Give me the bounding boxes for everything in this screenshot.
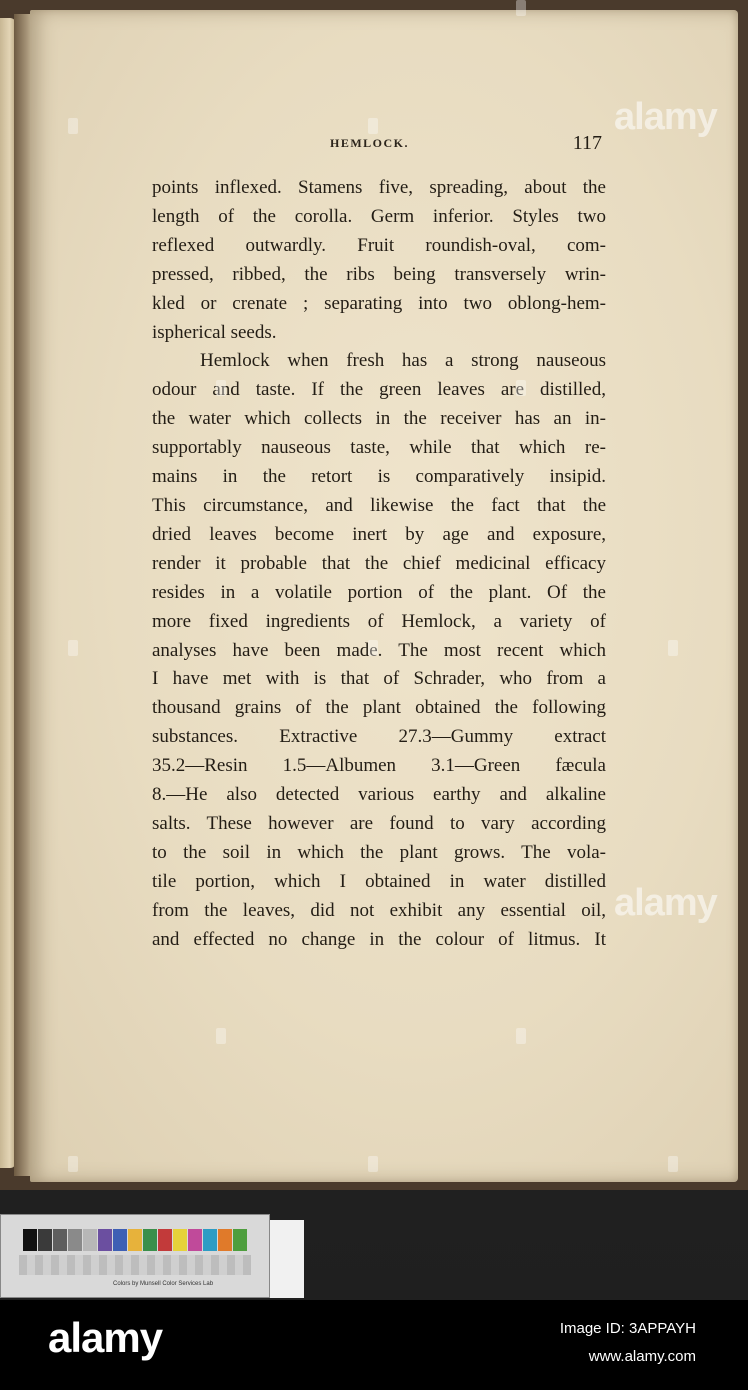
watermark-mark xyxy=(668,1156,678,1172)
text-line: supportably nauseous taste, while that which re- xyxy=(152,437,606,459)
text-line: and effected no change in the colour of litmus. It xyxy=(152,928,606,950)
checker-card-edge xyxy=(266,1220,304,1298)
color-swatch xyxy=(53,1229,67,1251)
stock-footer-bar xyxy=(0,1300,748,1390)
color-swatch xyxy=(143,1229,157,1251)
watermark-mark xyxy=(516,1028,526,1044)
text-line: thousand grains of the plant obtained the following xyxy=(152,697,606,719)
watermark-mark xyxy=(68,1156,78,1172)
image-id-label: Image ID: 3APPAYH xyxy=(559,1320,696,1337)
watermark-mark xyxy=(368,1156,378,1172)
text-line: tile portion, which I obtained in water distilled xyxy=(152,870,606,892)
color-swatch xyxy=(98,1229,112,1251)
text-line: reflexed outwardly. Fruit roundish-oval, com- xyxy=(152,234,606,256)
text-line: length of the corolla. Germ inferior. Styles two xyxy=(152,205,606,227)
text-line: dried leaves become inert by age and exposure, xyxy=(152,523,606,545)
watermark-mark xyxy=(368,640,378,656)
watermark-mark xyxy=(668,640,678,656)
text-line: pressed, ribbed, the ribs being transversely wrin- xyxy=(152,263,606,285)
color-swatch xyxy=(173,1229,187,1251)
watermark-mark xyxy=(216,1028,226,1044)
color-swatch xyxy=(128,1229,142,1251)
watermark-mark xyxy=(516,380,526,396)
color-swatch xyxy=(23,1229,37,1251)
text-line: points inflexed. Stamens five, spreading, about the xyxy=(152,177,606,198)
text-line: substances. Extractive 27.3—Gummy extract xyxy=(152,726,606,748)
watermark-mark xyxy=(68,118,78,134)
watermark-mark xyxy=(368,118,378,134)
text-line: Hemlock when fresh has a strong nauseous xyxy=(200,350,606,372)
watermark-mark xyxy=(216,380,226,396)
checker-caption: Colors by Munsell Color Services Lab xyxy=(113,1281,214,1287)
text-line: This circumstance, and likewise the fact that the xyxy=(152,494,606,516)
color-swatch xyxy=(233,1229,247,1251)
text-line: render it probable that the chief medicinal efficacy xyxy=(152,552,606,574)
color-swatch xyxy=(83,1229,97,1251)
color-swatch xyxy=(38,1229,52,1251)
text-line: the water which collects in the receiver has an in- xyxy=(152,408,606,430)
watermark-mark xyxy=(68,640,78,656)
text-line: 8.—He also detected various earthy and alkaline xyxy=(152,784,606,806)
text-line: ispherical seeds. xyxy=(152,321,277,343)
running-head: HEMLOCK. xyxy=(330,136,410,150)
brand-logo: alamy xyxy=(48,1314,163,1361)
site-url-link[interactable]: www.alamy.com xyxy=(588,1348,696,1365)
text-line: more fixed ingredients of Hemlock, a variety of xyxy=(152,610,606,632)
color-swatch xyxy=(68,1229,82,1251)
watermark-logo: alamy xyxy=(614,882,717,924)
watermark-logo: alamy xyxy=(614,96,717,138)
color-swatch xyxy=(158,1229,172,1251)
color-swatch xyxy=(218,1229,232,1251)
page-number: 117 xyxy=(572,132,602,154)
color-checker-card xyxy=(0,1214,270,1298)
text-line: salts. These however are found to vary according xyxy=(152,812,606,834)
color-swatch xyxy=(113,1229,127,1251)
text-line: odour and taste. If the green leaves are distilled, xyxy=(152,379,606,401)
text-line: mains in the retort is comparatively insipid. xyxy=(152,466,606,488)
color-swatch xyxy=(188,1229,202,1251)
text-line: resides in a volatile portion of the plant. Of the xyxy=(152,581,606,603)
gray-scale-row xyxy=(19,1255,251,1275)
body-text xyxy=(152,174,606,954)
text-line: kled or crenate ; separating into two oblong-hem- xyxy=(152,292,606,314)
watermark-mark xyxy=(516,0,526,16)
text-line: to the soil in which the plant grows. The vola- xyxy=(152,841,606,863)
text-line: I have met with is that of Schrader, who from a xyxy=(152,668,606,690)
color-swatch xyxy=(203,1229,217,1251)
page-header xyxy=(300,132,608,162)
text-line: analyses have been made. The most recent which xyxy=(152,639,606,661)
text-line: 35.2—Resin 1.5—Albumen 3.1—Green fæcula xyxy=(152,755,606,777)
text-line: from the leaves, did not exhibit any essential oil, xyxy=(152,899,606,921)
